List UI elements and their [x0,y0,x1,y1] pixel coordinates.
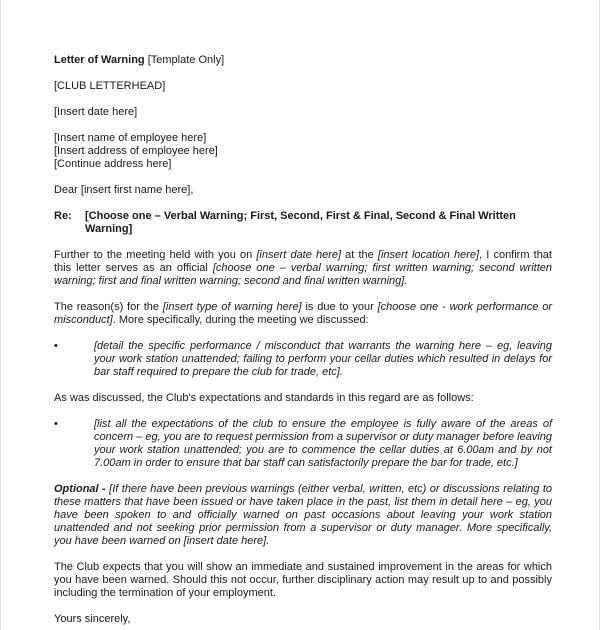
bullet-glyph: • [54,340,58,352]
signoff: Yours sincerely, [54,613,131,625]
bullet-glyph: • [54,418,58,430]
paragraph-reasons [54,301,552,327]
paragraph-meeting [54,249,552,288]
subject-label: Re: [54,210,72,222]
p1-text-e: , I confirm that this letter serves as an official [54,249,552,274]
bullet-text-misconduct: [detail the specific performance / misconduct that warrants the warning here – eg, leaving your work station unattended; failing to perform your cellar duties which resulted in delays for bar staff required to prepare the club for trade, etc]. [94,340,552,378]
p1-location-placeholder: [insert location here] [377,249,480,261]
bullet-item-misconduct [54,340,552,379]
subject-line [54,210,552,236]
p1-text-a: Further to the meeting held with you on [54,249,257,261]
p2-text-e: . More specifically, during the meeting we discussed: [112,314,369,326]
address-line-name: [Insert name of employee here] [54,132,207,144]
address-block [54,132,552,171]
p2-text-c: is due to your [301,301,378,313]
letter-title-bold: Letter of Warning [54,54,145,66]
p2-type-placeholder: [insert type of warning here] [162,301,302,313]
p2-choice-placeholder: [choose one - work performance or misconduct] [54,301,552,326]
address-line-address: [Insert address of employee here] [54,145,218,157]
p2-text-a: The reason(s) for the [54,301,163,313]
greeting: Dear [insert first name here], [54,184,194,196]
date-line: [Insert date here] [54,106,138,118]
paragraph-optional [54,483,552,548]
bullet-item-expectations [54,418,552,470]
optional-text: [If there have been previous warnings (either verbal, written, etc) or discussions relating to these matters that have been issued or have taken place in the past, list them in detail here – eg, you have been spoken to and officially warned on past occasions about leaving your work station unattended and not seeking prior permission from a supervisor or duty manager. More specifically, you have been warned on [insert date here]. [54,483,553,547]
document-body [54,54,552,626]
p1-warning-choice: [choose one – verbal warning; first written warning; second written warning; first and final written warning; second and final written warning]. [54,262,552,287]
address-line-continue: [Continue address here] [54,158,172,170]
letter-title-rest: [Template Only] [144,54,225,66]
paragraph-improvement: The Club expects that you will show an immediate and sustained improvement in the areas for which you have been warned. Should this not occur, further disciplinary action may result up to and possibly including the termination of your employment. [54,561,552,599]
club-letterhead: [CLUB LETTERHEAD] [54,80,166,92]
optional-label: Optional - [54,483,106,495]
subject-text: [Choose one – Verbal Warning; First, Second, First & Final, Second & Final Written Warning] [85,210,516,235]
paragraph-expectations: As was discussed, the Club's expectations and standards in this regard are as follows: [54,392,474,404]
p1-text-c: at the [341,249,378,261]
p1-date-placeholder: [insert date here] [256,249,342,261]
letter-title [54,54,552,67]
bullet-text-expectations: [list all the expectations of the club to ensure the employee is fully aware of the areas of concern – eg, you are to request permission from a supervisor or duty manager before leaving your work station unattended; you are to commence the cellar duties at 6.00am and by not 7.00am in order to ensure that bar staff can satisfactorily prepare the bar for trade, etc.] [94,418,552,469]
